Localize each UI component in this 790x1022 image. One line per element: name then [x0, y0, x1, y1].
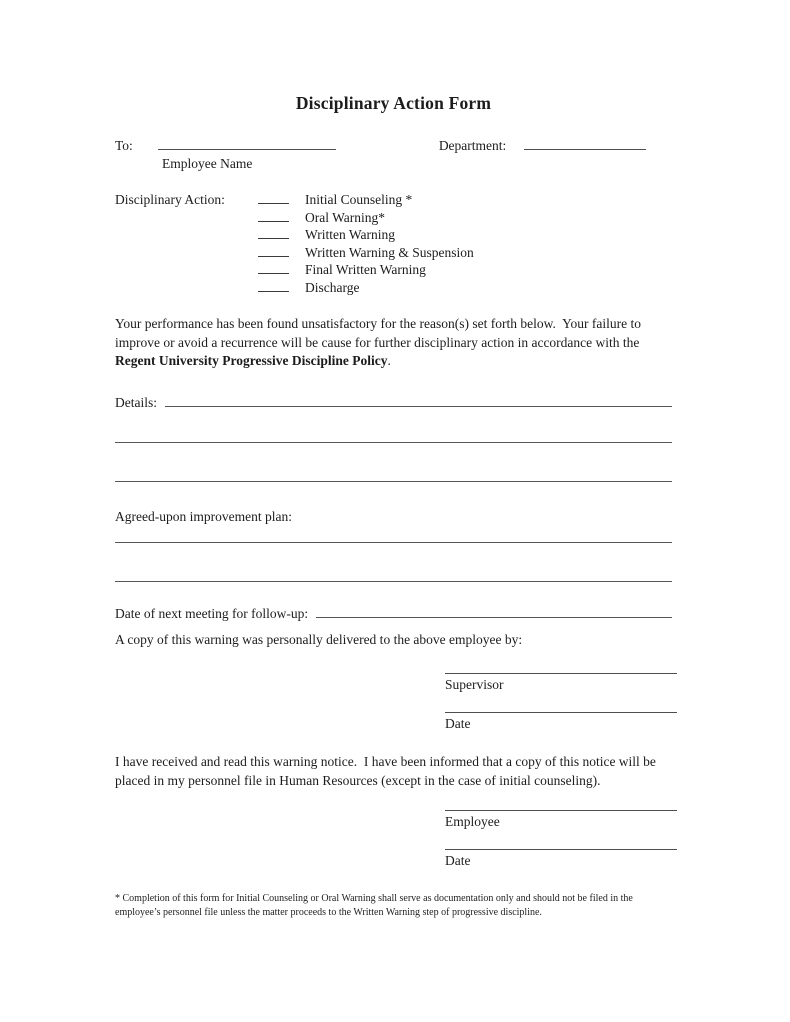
option-label: Final Written Warning: [305, 262, 426, 277]
disciplinary-action-option: [258, 191, 474, 209]
disciplinary-action-options: [258, 191, 474, 296]
supervisor-date-line: [445, 712, 677, 713]
form-title: Disciplinary Action Form: [295, 93, 492, 113]
option-blank-line: [258, 209, 289, 222]
supervisor-label: Supervisor: [445, 677, 504, 692]
intro-text-after: .: [387, 353, 391, 368]
department-blank-line: [524, 136, 646, 150]
option-label: Initial Counseling *: [305, 192, 413, 207]
option-blank-line: [258, 226, 289, 239]
writing-line: [115, 581, 672, 582]
details-label: Details:: [115, 394, 157, 410]
disciplinary-action-option: [258, 209, 474, 227]
delivery-statement: A copy of this warning was personally delivered to the above employee by:: [115, 631, 523, 647]
to-department-row: [115, 136, 672, 155]
employee-signature-line: [445, 810, 677, 811]
option-blank-line: [258, 191, 289, 204]
option-blank-line: [258, 279, 289, 292]
intro-paragraph: [115, 315, 672, 371]
disciplinary-action-option: [258, 261, 474, 279]
department-label: Department:: [438, 138, 507, 153]
option-blank-line: [258, 244, 289, 257]
next-meeting-label: Date of next meeting for follow-up:: [115, 605, 309, 621]
improvement-plan-label: Agreed-upon improvement plan:: [115, 508, 292, 524]
disciplinary-action-label: Disciplinary Action:: [115, 192, 225, 207]
next-meeting-row: [115, 604, 672, 623]
disciplinary-action-section: [115, 191, 672, 296]
supervisor-signature-block: [445, 673, 677, 733]
writing-line: [115, 542, 672, 543]
next-meeting-blank-line: [316, 604, 672, 618]
disciplinary-action-option: [258, 279, 474, 297]
employee-date-label: Date: [445, 853, 471, 868]
writing-line: [115, 481, 672, 482]
option-blank-line: [258, 261, 289, 274]
option-label: Written Warning & Suspension: [305, 244, 474, 260]
employee-signature-block: [445, 810, 677, 870]
option-label: Discharge: [305, 279, 360, 295]
employee-date-line: [445, 849, 677, 850]
to-label: To:: [115, 138, 133, 153]
option-label: Oral Warning*: [305, 209, 386, 225]
disciplinary-action-option: [258, 244, 474, 262]
policy-name-bold: Regent University Progressive Discipline Policy: [115, 353, 388, 368]
acknowledgement-paragraph: I have received and read this warning notice. I have been informed that a copy of this notice will be placed in my personnel file in Human Resources (except in the case of initial counseling).: [115, 754, 656, 788]
employee-label: Employee: [445, 814, 500, 829]
employee-name-caption: Employee Name: [162, 156, 253, 171]
to-blank-line: [158, 136, 336, 150]
supervisor-date-label: Date: [445, 716, 471, 731]
details-blank-line: [165, 393, 672, 407]
details-row: [115, 393, 672, 412]
writing-line: [115, 442, 672, 443]
option-label: Written Warning: [305, 227, 395, 242]
intro-text-before: Your performance has been found unsatisfactory for the reason(s) set forth below. Your failure to improve or avoid a recurrence will be cause for further disciplinary action in accordance with the: [115, 316, 641, 350]
form-content: [115, 92, 672, 919]
supervisor-signature-line: [445, 673, 677, 674]
disciplinary-action-option: [258, 226, 474, 244]
footnote: * Completion of this form for Initial Counseling or Oral Warning shall serve as documentation only and should not be filed in the employee’s personnel file unless the matter proceeds to the Written Warning step of progressive discipline.: [115, 893, 633, 918]
